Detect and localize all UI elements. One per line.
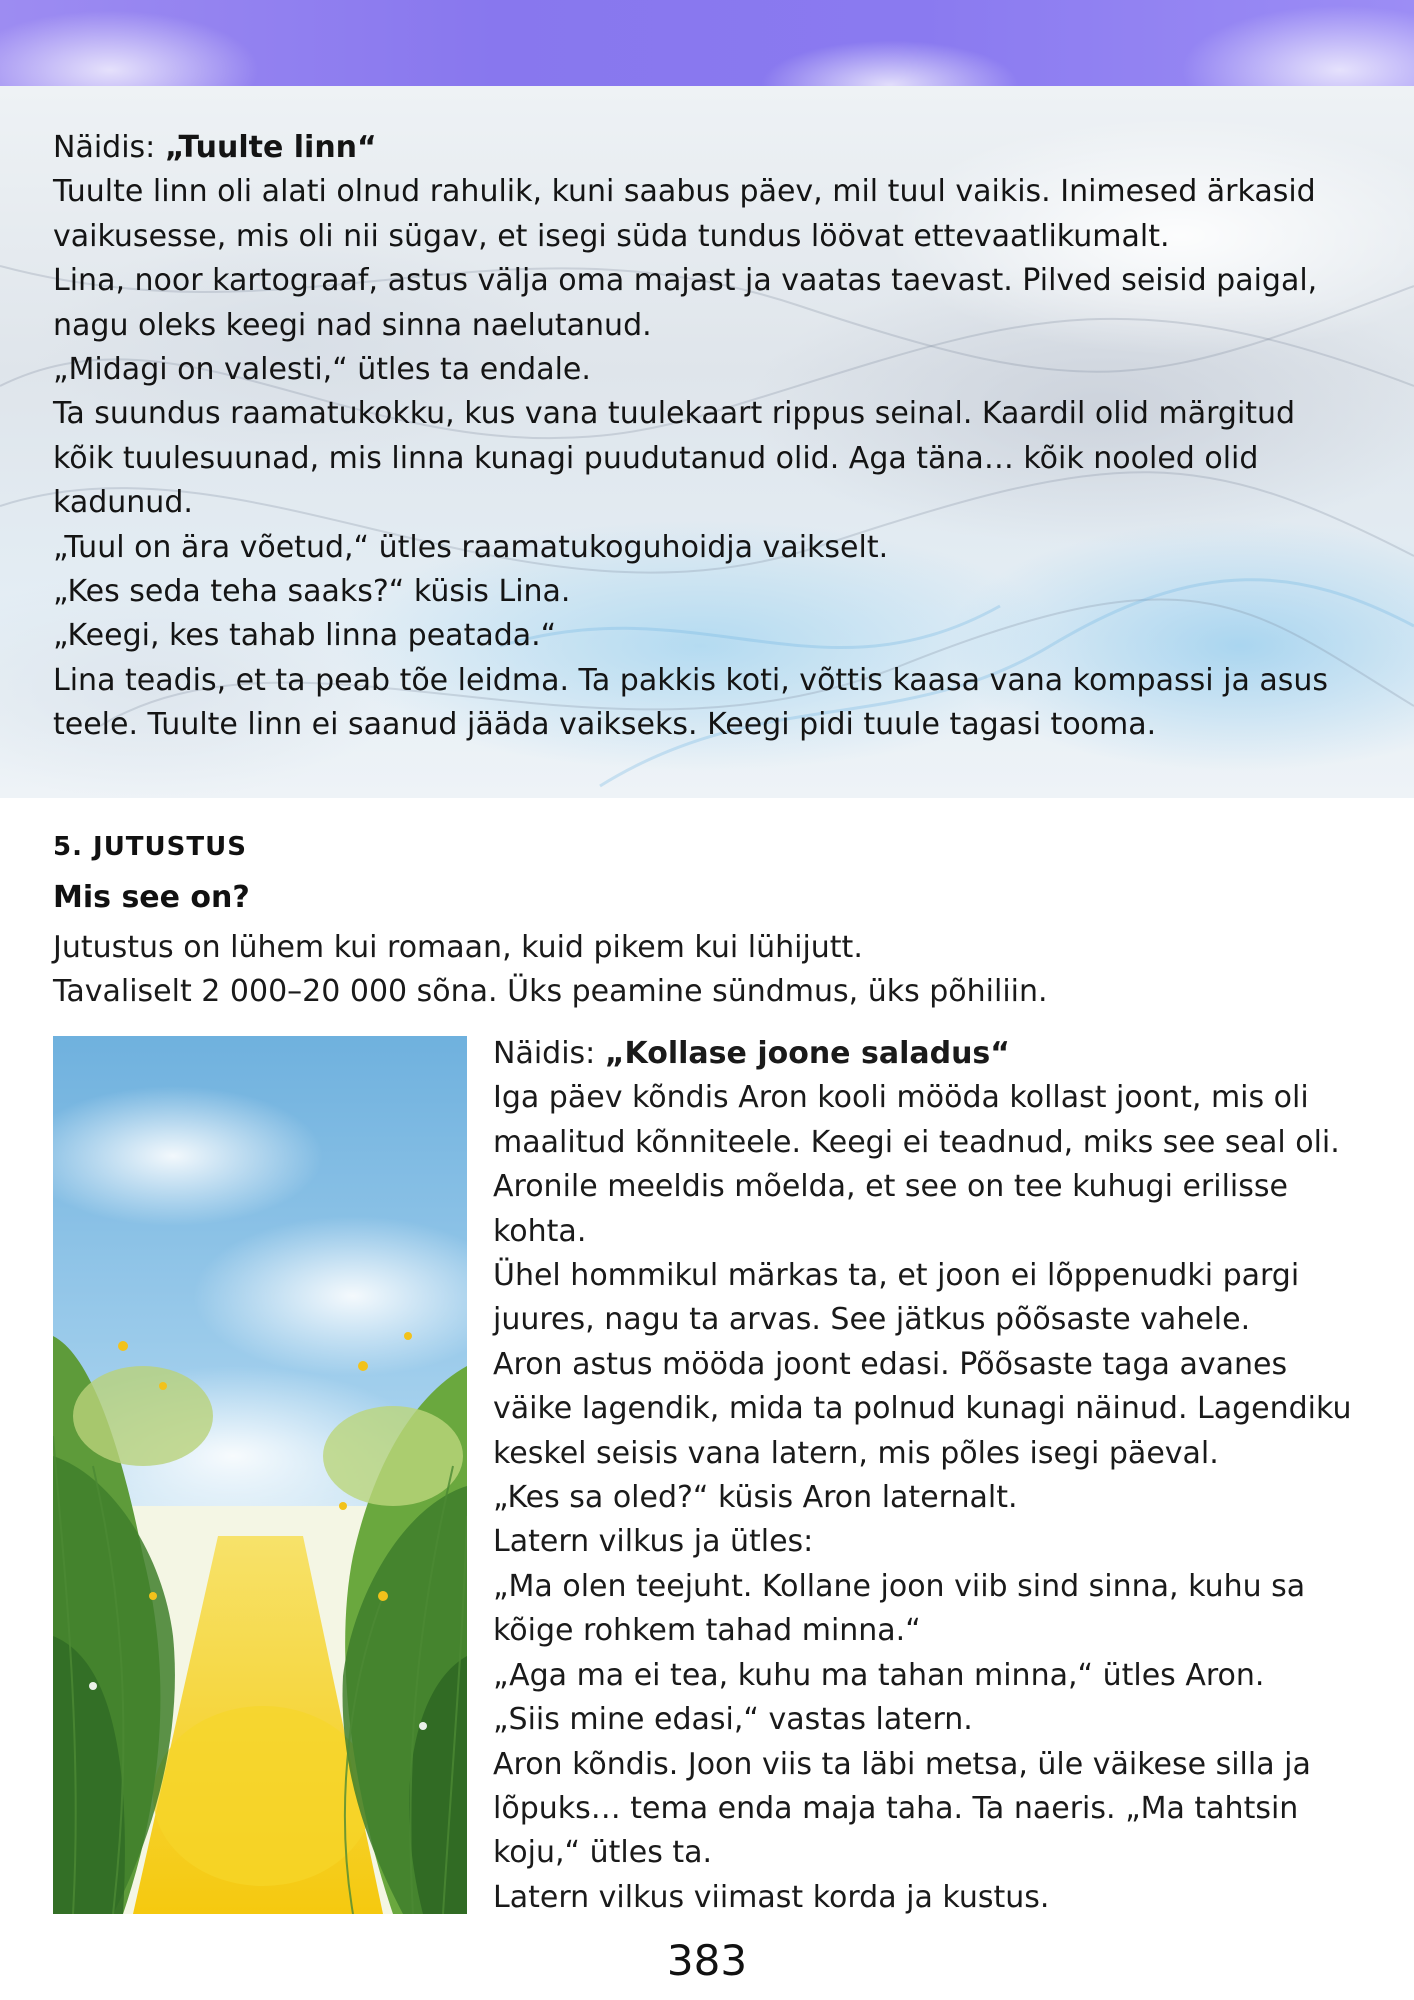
sample-story-tuulte-linn bbox=[53, 126, 1353, 748]
intro-line: Jutustus on lühem kui romaan, kuid pikem kui lühijutt. bbox=[53, 930, 863, 965]
sample-title: „Kollase joone saladus“ bbox=[604, 1036, 1011, 1071]
watercolor-meadow-image bbox=[53, 1036, 467, 1914]
intro-line: Tavaliselt 2 000–20 000 sõna. Üks peamine sündmus, üks põhiliin. bbox=[53, 974, 1048, 1010]
story-paragraph: Aron kõndis. Joon viis ta läbi metsa, üle väikese silla ja lõpuks… tema enda maja taha. Ta naeris. „Ma tahtsin koju,“ ütles ta. bbox=[493, 1746, 1311, 1871]
page-number: 383 bbox=[666, 1936, 748, 1985]
top-banner bbox=[0, 0, 1414, 86]
story-paragraph: „Siis mine edasi,“ vastas latern. bbox=[493, 1702, 973, 1738]
story-paragraph: „Ma olen teejuht. Kollane joon viib sind sinna, kuhu sa kõige rohkem tahad minna.“ bbox=[493, 1568, 1306, 1649]
sky-background-section bbox=[0, 86, 1414, 798]
story-paragraph: „Midagi on valesti,“ ütles ta endale. bbox=[53, 352, 591, 388]
section-intro bbox=[53, 926, 1353, 1015]
story-paragraph: Ühel hommikul märkas ta, et joon ei lõppenudki pargi juures, nagu ta arvas. See jätkus põõsaste vahele. bbox=[493, 1258, 1300, 1338]
story-paragraph: Latern vilkus ja ütles: bbox=[493, 1524, 814, 1560]
section-subheading: Mis see on? bbox=[53, 880, 250, 915]
story-paragraph: „Kes sa oled?“ küsis Aron laternalt. bbox=[493, 1480, 1018, 1516]
story-paragraph: Aron astus mööda joont edasi. Põõsaste taga avanes väike lagendik, mida ta polnud kunagi näinud. Lagendiku keskel seisis vana latern, mis põles isegi päeval. bbox=[493, 1346, 1352, 1471]
story-paragraph: „Tuul on ära võetud,“ ütles raamatukoguhoidja vaikselt. bbox=[53, 529, 889, 565]
story-paragraph: Lina teadis, et ta peab tõe leidma. Ta pakkis koti, võttis kaasa vana kompassi ja asus teele. Tuulte linn ei saanud jääda vaikseks. Keegi pidi tuule tagasi tooma. bbox=[53, 662, 1329, 743]
story-paragraph: Lina, noor kartograaf, astus välja oma majast ja vaatas taevast. Pilved seisid paigal, nagu oleks keegi nad sinna naelutanud. bbox=[53, 263, 1318, 343]
story-paragraph: Tuulte linn oli alati olnud rahulik, kuni saabus päev, mil tuul vaikis. Inimesed ärkasid vaikusesse, mis oli nii sügav, et isegi süda tundus löövat ettevaatlikumalt. bbox=[53, 174, 1316, 254]
yellow-path-illustration bbox=[53, 1036, 467, 1914]
story-paragraph: „Keegi, kes tahab linna peatada.“ bbox=[53, 618, 557, 654]
story-paragraph: Latern vilkus viimast korda ja kustus. bbox=[493, 1879, 1050, 1915]
sample-story-kollase-joone-saladus bbox=[493, 1032, 1373, 1920]
story-paragraph: Iga päev kõndis Aron kooli mööda kollast joont, mis oli maalitud kõnniteele. Keegi ei teadnud, miks see seal oli. Aronile meeldis mõelda, et see on tee kuhugi erilisse kohta. bbox=[493, 1080, 1340, 1249]
sample-title-line: Näidis: „Kollase joone saladus“ bbox=[493, 1036, 1011, 1071]
story-paragraph: „Kes seda teha saaks?“ küsis Lina. bbox=[53, 574, 571, 610]
section-heading: 5. JUTUSTUS bbox=[53, 832, 247, 862]
story-paragraph: Ta suundus raamatukokku, kus vana tuulekaart rippus seinal. Kaardil olid märgitud kõik tuulesuunad, mis linna kunagi puudutanud olid. Aga täna… kõik nooled olid kadunud. bbox=[53, 396, 1296, 521]
story-paragraph: „Aga ma ei tea, kuhu ma tahan minna,“ ütles Aron. bbox=[493, 1657, 1265, 1693]
sample-title-line: Näidis: „Tuulte linn“ bbox=[53, 130, 377, 165]
sample-title: „Tuulte linn“ bbox=[164, 130, 377, 165]
